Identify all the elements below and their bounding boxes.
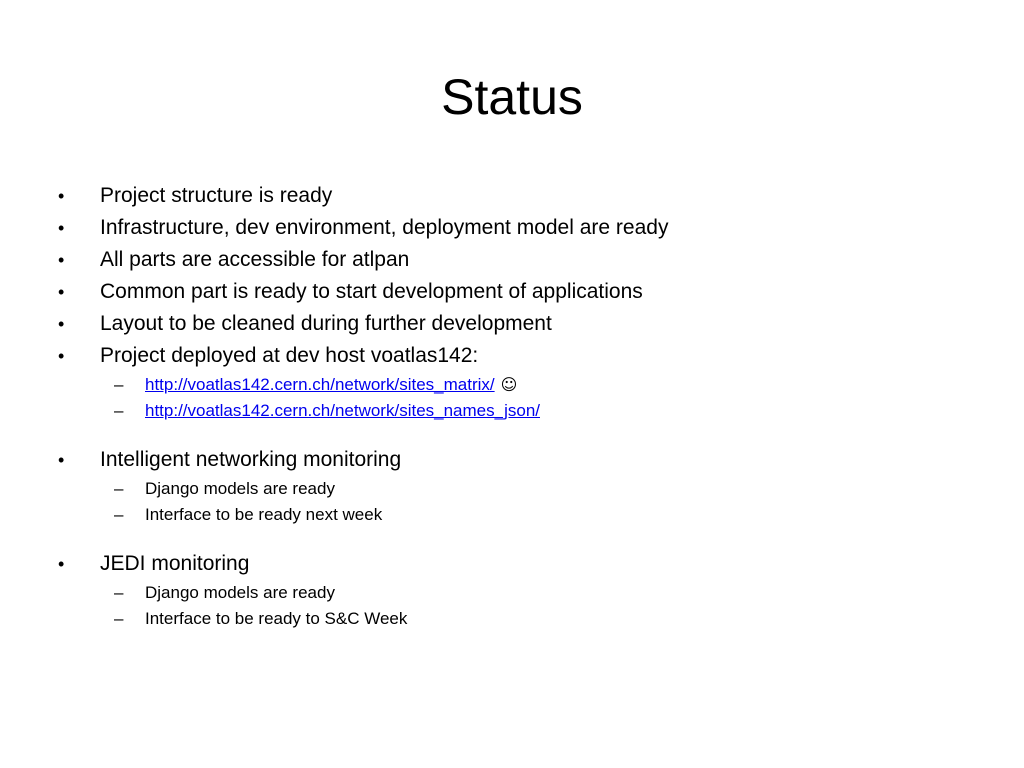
list-item: [58, 444, 988, 476]
link-list: [114, 372, 988, 424]
sub-list-item: [114, 502, 988, 528]
list-item: [58, 548, 988, 580]
bullet-icon: •: [58, 346, 65, 366]
bullet-icon: •: [58, 450, 65, 470]
section-title: Intelligent networking monitoring: [100, 448, 402, 471]
bullet-list: [58, 180, 988, 632]
list-item-text: All parts are accessible for atlpan: [100, 248, 410, 271]
sub-list: [114, 580, 988, 632]
list-item: [58, 276, 988, 308]
list-item: [58, 180, 988, 212]
bullet-icon: •: [58, 250, 65, 270]
sites-names-json-link[interactable]: http://voatlas142.cern.ch/network/sites_names_json/: [145, 401, 540, 420]
list-item: [58, 308, 988, 340]
dash-icon: –: [114, 401, 124, 420]
spacer: [58, 528, 988, 548]
sub-item-text: Interface to be ready next week: [145, 505, 383, 524]
sites-matrix-link[interactable]: http://voatlas142.cern.ch/network/sites_matrix/: [145, 375, 495, 394]
bullet-icon: •: [58, 314, 65, 334]
sub-list-item: [114, 580, 988, 606]
sub-list-item: [114, 476, 988, 502]
bullet-icon: •: [58, 282, 65, 302]
sub-item-text: Interface to be ready to S&C Week: [145, 609, 408, 628]
list-item: [58, 212, 988, 244]
bullet-icon: •: [58, 554, 65, 574]
sub-list-item: [114, 398, 988, 424]
list-item: [58, 340, 988, 372]
sub-item-text: Django models are ready: [145, 583, 335, 602]
slide-title: Status: [441, 69, 583, 125]
sub-list-item: [114, 606, 988, 632]
sub-list-item: [114, 372, 988, 398]
list-item-text: Infrastructure, dev environment, deployment model are ready: [100, 216, 669, 239]
smiley-icon: ☺: [500, 375, 518, 394]
sub-list: [114, 476, 988, 528]
dash-icon: –: [114, 505, 124, 524]
section-title: JEDI monitoring: [100, 552, 250, 575]
dash-icon: –: [114, 583, 124, 602]
bullet-icon: •: [58, 186, 65, 206]
dash-icon: –: [114, 479, 124, 498]
dash-icon: –: [114, 609, 124, 628]
sub-item-text: Django models are ready: [145, 479, 335, 498]
list-item-text: Project structure is ready: [100, 184, 333, 207]
list-item: [58, 244, 988, 276]
bullet-icon: •: [58, 218, 65, 238]
dash-icon: –: [114, 375, 124, 394]
spacer: [58, 424, 988, 444]
list-item-text: Layout to be cleaned during further development: [100, 312, 552, 335]
list-item-text: Common part is ready to start development of applications: [100, 280, 643, 303]
list-item-text: Project deployed at dev host voatlas142:: [100, 344, 479, 367]
